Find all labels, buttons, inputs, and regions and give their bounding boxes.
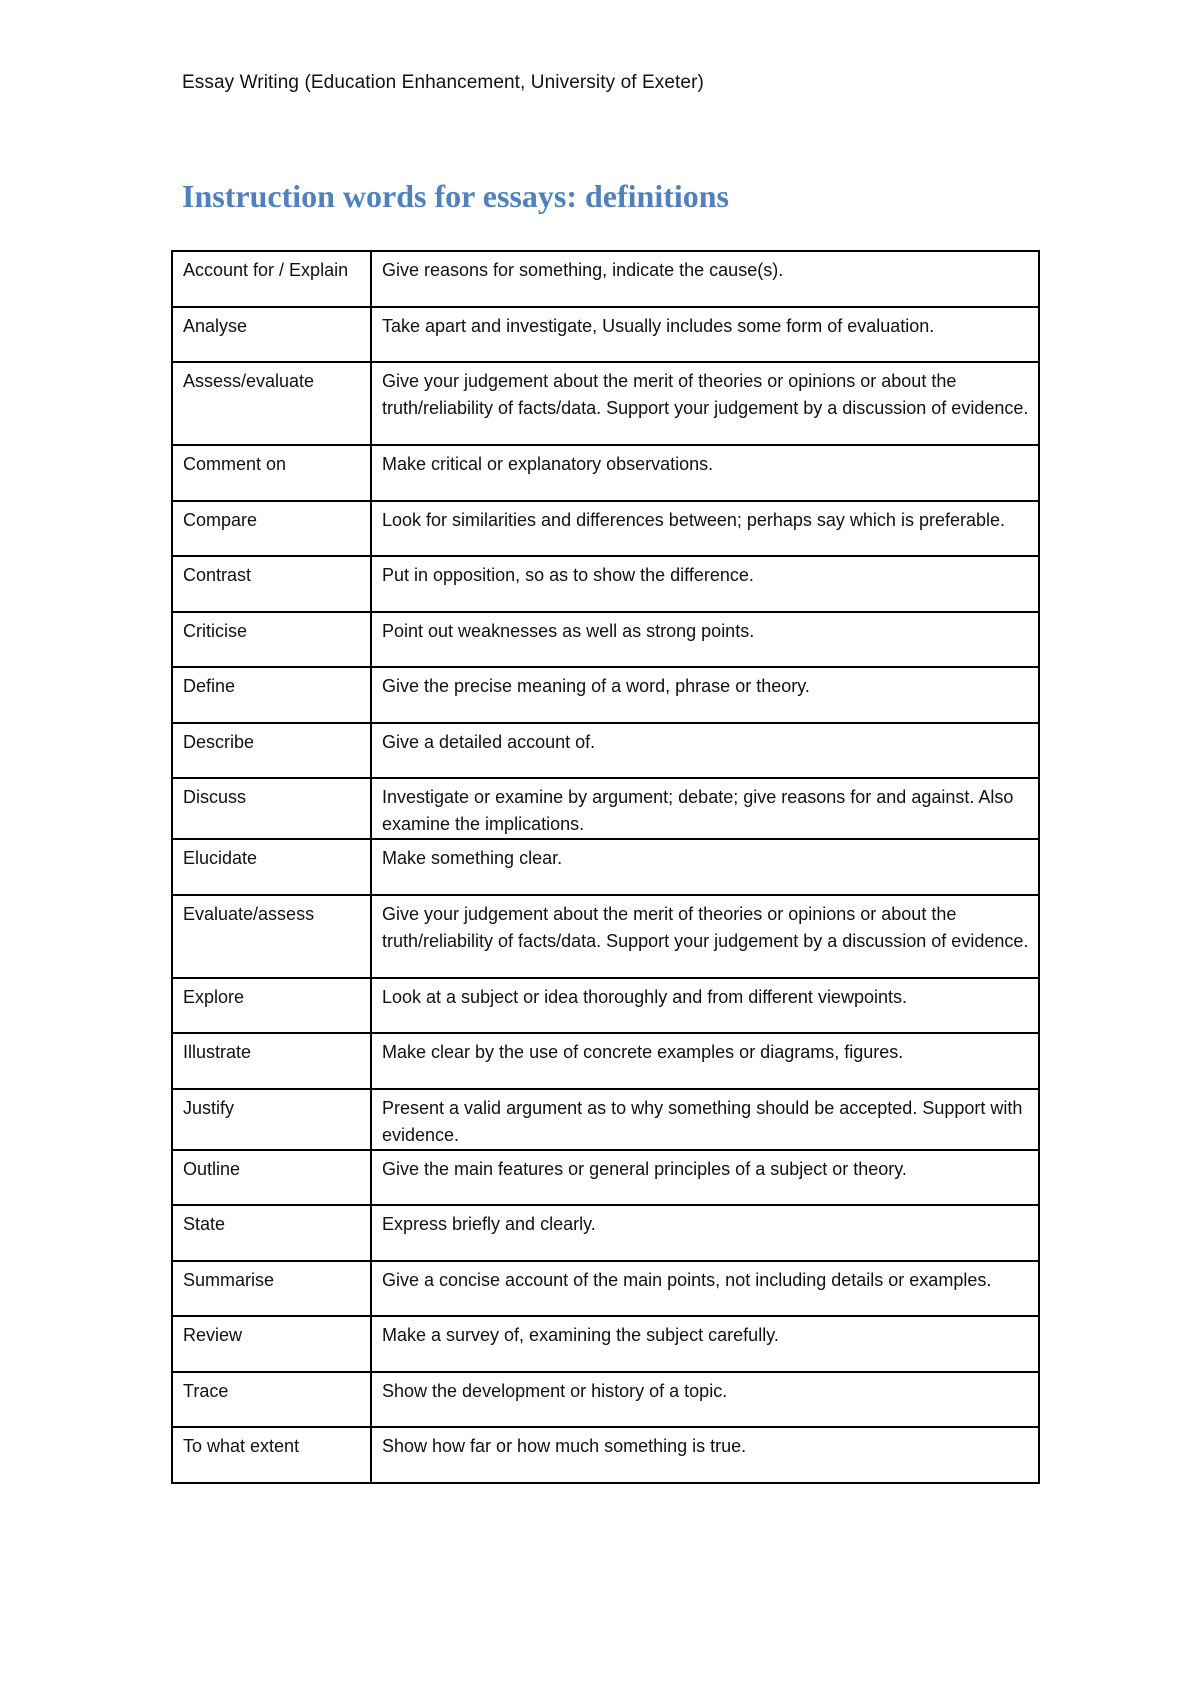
instruction-definition: Make critical or explanatory observations. <box>371 445 1039 501</box>
instruction-word: Define <box>172 667 371 723</box>
instruction-definition: Take apart and investigate, Usually includes some form of evaluation. <box>371 307 1039 363</box>
instruction-definition: Make a survey of, examining the subject carefully. <box>371 1316 1039 1372</box>
instruction-definition: Give the precise meaning of a word, phrase or theory. <box>371 667 1039 723</box>
instruction-word: Analyse <box>172 307 371 363</box>
instruction-definition: Give your judgement about the merit of theories or opinions or about the truth/reliability of facts/data. Support your judgement by a discussion of evidence. <box>371 362 1039 445</box>
table-row <box>172 1033 1039 1089</box>
table-row <box>172 556 1039 612</box>
table-row <box>172 778 1039 839</box>
instruction-definition: Look for similarities and differences between; perhaps say which is preferable. <box>371 501 1039 557</box>
table-row <box>172 307 1039 363</box>
instruction-definition: Give a concise account of the main points, not including details or examples. <box>371 1261 1039 1317</box>
table-row <box>172 667 1039 723</box>
instruction-word: Elucidate <box>172 839 371 895</box>
instruction-word: Account for / Explain <box>172 251 371 307</box>
instruction-definition: Give a detailed account of. <box>371 723 1039 779</box>
definitions-table-body <box>172 251 1039 1483</box>
instruction-definition: Look at a subject or idea thoroughly and from different viewpoints. <box>371 978 1039 1034</box>
table-row <box>172 612 1039 668</box>
table-row <box>172 1427 1039 1483</box>
table-row <box>172 1261 1039 1317</box>
table-row <box>172 723 1039 779</box>
table-row <box>172 501 1039 557</box>
instruction-word: Summarise <box>172 1261 371 1317</box>
table-row <box>172 978 1039 1034</box>
instruction-definition: Make something clear. <box>371 839 1039 895</box>
instruction-word: Review <box>172 1316 371 1372</box>
instruction-definition: Put in opposition, so as to show the difference. <box>371 556 1039 612</box>
table-row <box>172 1316 1039 1372</box>
instruction-definition: Give your judgement about the merit of theories or opinions or about the truth/reliability of facts/data. Support your judgement by a discussion of evidence. <box>371 895 1039 978</box>
instruction-definition: Give reasons for something, indicate the cause(s). <box>371 251 1039 307</box>
instruction-word: Comment on <box>172 445 371 501</box>
table-row <box>172 839 1039 895</box>
instruction-word: Trace <box>172 1372 371 1428</box>
instruction-word: State <box>172 1205 371 1261</box>
table-row <box>172 251 1039 307</box>
instruction-word: Explore <box>172 978 371 1034</box>
instruction-definition: Present a valid argument as to why something should be accepted. Support with evidence. <box>371 1089 1039 1150</box>
instruction-word: Criticise <box>172 612 371 668</box>
instruction-word: Contrast <box>172 556 371 612</box>
instruction-definition: Investigate or examine by argument; debate; give reasons for and against. Also examine the implications. <box>371 778 1039 839</box>
instruction-definition: Point out weaknesses as well as strong points. <box>371 612 1039 668</box>
instruction-word: Outline <box>172 1150 371 1206</box>
instruction-definition: Give the main features or general principles of a subject or theory. <box>371 1150 1039 1206</box>
table-row <box>172 1372 1039 1428</box>
instruction-word: Describe <box>172 723 371 779</box>
instruction-word: Compare <box>172 501 371 557</box>
document-title: Instruction words for essays: definitions <box>182 178 729 214</box>
table-row <box>172 1150 1039 1206</box>
table-row <box>172 895 1039 978</box>
instruction-definition: Show the development or history of a topic. <box>371 1372 1039 1428</box>
table-row <box>172 1089 1039 1150</box>
table-row <box>172 1205 1039 1261</box>
table-row <box>172 362 1039 445</box>
instruction-definition: Make clear by the use of concrete examples or diagrams, figures. <box>371 1033 1039 1089</box>
instruction-word: Evaluate/assess <box>172 895 371 978</box>
instruction-word: Discuss <box>172 778 371 839</box>
instruction-definition: Express briefly and clearly. <box>371 1205 1039 1261</box>
instruction-word: Justify <box>172 1089 371 1150</box>
instruction-word: Illustrate <box>172 1033 371 1089</box>
table-row <box>172 445 1039 501</box>
instruction-word: To what extent <box>172 1427 371 1483</box>
instruction-definition: Show how far or how much something is true. <box>371 1427 1039 1483</box>
definitions-table <box>171 250 1040 1484</box>
running-header: Essay Writing (Education Enhancement, University of Exeter) <box>182 72 704 93</box>
instruction-word: Assess/evaluate <box>172 362 371 445</box>
